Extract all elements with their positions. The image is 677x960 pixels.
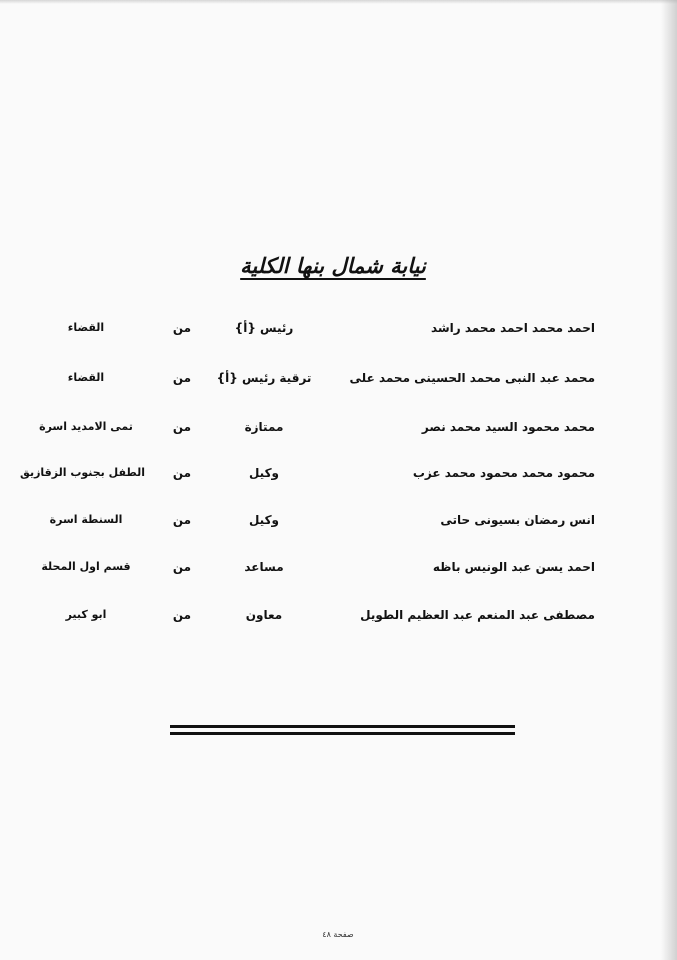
rank-label: مساعد <box>244 560 284 574</box>
origin-location: الطفل بجنوب الزقازيق <box>20 466 145 479</box>
from-label: من <box>172 466 192 480</box>
rank-label: معاون <box>245 608 283 622</box>
page-number: صفحة ٤٨ <box>322 930 354 939</box>
origin-location: قسم اول المحلة <box>41 560 131 573</box>
document-title: نيابة شمال بنها الكلية <box>240 254 426 278</box>
divider-line-top <box>170 725 515 728</box>
person-name: احمد يسن عبد الونيس باظه <box>432 560 595 574</box>
from-label: من <box>172 513 192 527</box>
from-label: من <box>172 420 192 434</box>
table-row <box>0 461 677 485</box>
rank-label: ممتازة <box>244 420 284 434</box>
origin-location: تمى الامديد اسرة <box>39 420 133 433</box>
person-name: محمود محمد محمود محمد عزب <box>412 466 595 480</box>
table-row <box>0 366 677 390</box>
table-row <box>0 508 677 532</box>
rank-label: وكيل <box>248 466 280 480</box>
divider-line-bottom <box>170 732 515 735</box>
person-name: احمد محمد احمد محمد راشد <box>430 321 595 335</box>
rank-label: رئيس {أ} <box>234 321 294 335</box>
rank-label: ترقية رئيس {أ} <box>216 371 312 385</box>
rank-label: وكيل <box>248 513 280 527</box>
table-row <box>0 316 677 340</box>
from-label: من <box>172 371 192 385</box>
origin-location: السنطة اسرة <box>49 513 123 526</box>
person-name: محمد عبد النبى محمد الحسينى محمد على <box>349 371 595 385</box>
from-label: من <box>172 560 192 574</box>
from-label: من <box>172 608 192 622</box>
person-name: انس رمضان بسيونى حاتى <box>440 513 595 527</box>
table-row <box>0 603 677 627</box>
origin-location: القضاء <box>67 321 105 334</box>
person-name: مصطفى عبد المنعم عبد العظيم الطويل <box>360 608 595 622</box>
table-row <box>0 555 677 579</box>
table-row <box>0 415 677 439</box>
origin-location: القضاء <box>67 371 105 384</box>
from-label: من <box>172 321 192 335</box>
page-top-shadow <box>0 0 677 4</box>
person-name: محمد محمود السيد محمد نصر <box>421 420 595 434</box>
origin-location: ابو كبير <box>65 608 107 621</box>
